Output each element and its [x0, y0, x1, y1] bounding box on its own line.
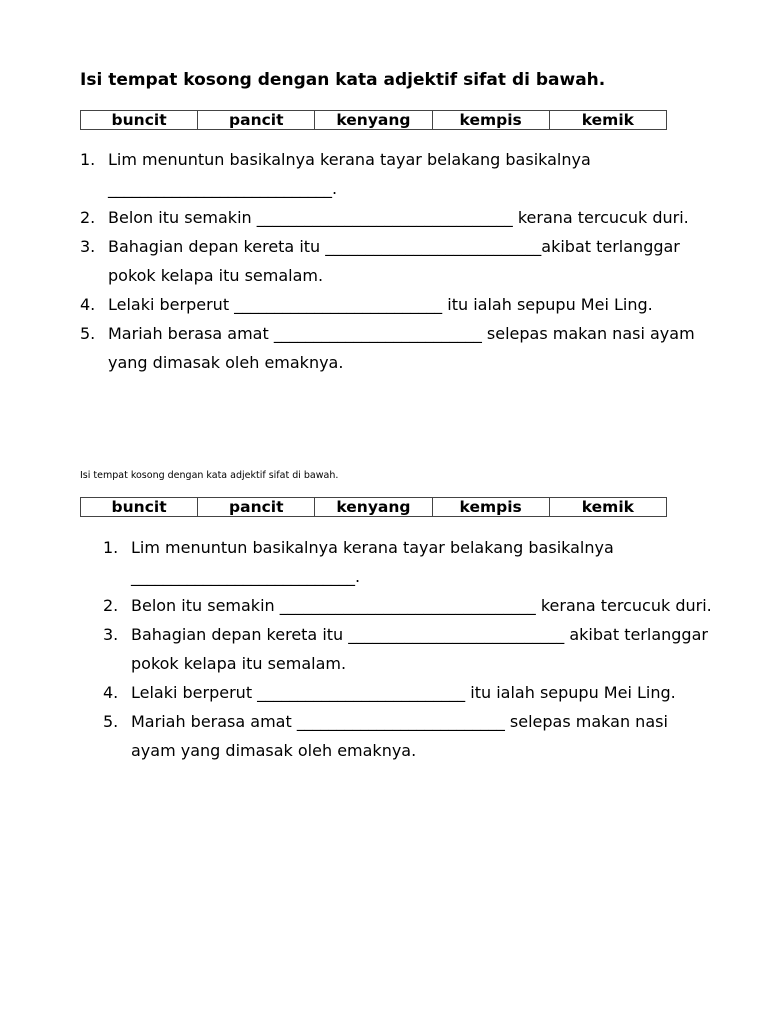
question-item — [103, 591, 713, 620]
word-bank-cell: pancit — [198, 498, 315, 517]
word-bank-cell: buncit — [81, 498, 198, 517]
question-number: 1. — [80, 150, 96, 169]
question-number: 5. — [103, 712, 119, 731]
question-item — [80, 203, 700, 232]
question-text: Bahagian depan kereta itu ___________________________akibat terlanggar pokok kelapa itu semalam. — [108, 237, 680, 285]
question-item — [103, 707, 713, 765]
question-text: Mariah berasa amat __________________________ selepas makan nasi ayam yang dimasak oleh emaknya. — [108, 324, 695, 372]
word-bank-cell: kenyang — [315, 111, 432, 130]
word-bank-cell: kenyang — [315, 498, 432, 517]
question-item — [80, 290, 700, 319]
question-text: Mariah berasa amat __________________________ selepas makan nasi ayam yang dimasak oleh emaknya. — [131, 712, 668, 760]
question-text: Lim menuntun basikalnya kerana tayar belakang basikalnya ____________________________. — [108, 150, 591, 198]
question-text: Lelaki berperut __________________________ itu ialah sepupu Mei Ling. — [108, 295, 653, 314]
question-item — [80, 145, 700, 203]
question-text: Belon itu semakin ________________________________ kerana tercucuk duri. — [108, 208, 689, 227]
question-list — [80, 145, 700, 377]
question-item — [80, 232, 700, 290]
question-text: Lim menuntun basikalnya kerana tayar belakang basikalnya ____________________________. — [131, 538, 614, 586]
word-bank-cell: kempis — [432, 111, 549, 130]
question-text: Bahagian depan kereta itu ___________________________ akibat terlanggar pokok kelapa itu semalam. — [131, 625, 708, 673]
word-bank-cell: kempis — [432, 498, 549, 517]
question-item — [80, 319, 700, 377]
instruction-title: Isi tempat kosong dengan kata adjektif sifat di bawah. — [80, 470, 339, 481]
question-list — [103, 533, 713, 765]
word-bank-cell: pancit — [198, 111, 315, 130]
word-bank-cell: buncit — [81, 111, 198, 130]
question-number: 5. — [80, 324, 96, 343]
question-number: 4. — [80, 295, 96, 314]
question-text: Belon itu semakin ________________________________ kerana tercucuk duri. — [131, 596, 712, 615]
question-number: 3. — [103, 625, 119, 644]
instruction-title: Isi tempat kosong dengan kata adjektif sifat di bawah. — [80, 70, 606, 90]
question-item — [103, 620, 713, 678]
question-number: 3. — [80, 237, 96, 256]
question-text: Lelaki berperut __________________________ itu ialah sepupu Mei Ling. — [131, 683, 676, 702]
question-number: 1. — [103, 538, 119, 557]
question-item — [103, 533, 713, 591]
question-item — [103, 678, 713, 707]
question-number: 2. — [80, 208, 96, 227]
word-bank-table — [80, 110, 667, 130]
question-number: 4. — [103, 683, 119, 702]
word-bank-cell: kemik — [549, 111, 666, 130]
word-bank-table — [80, 497, 667, 517]
question-number: 2. — [103, 596, 119, 615]
word-bank-cell: kemik — [549, 498, 666, 517]
